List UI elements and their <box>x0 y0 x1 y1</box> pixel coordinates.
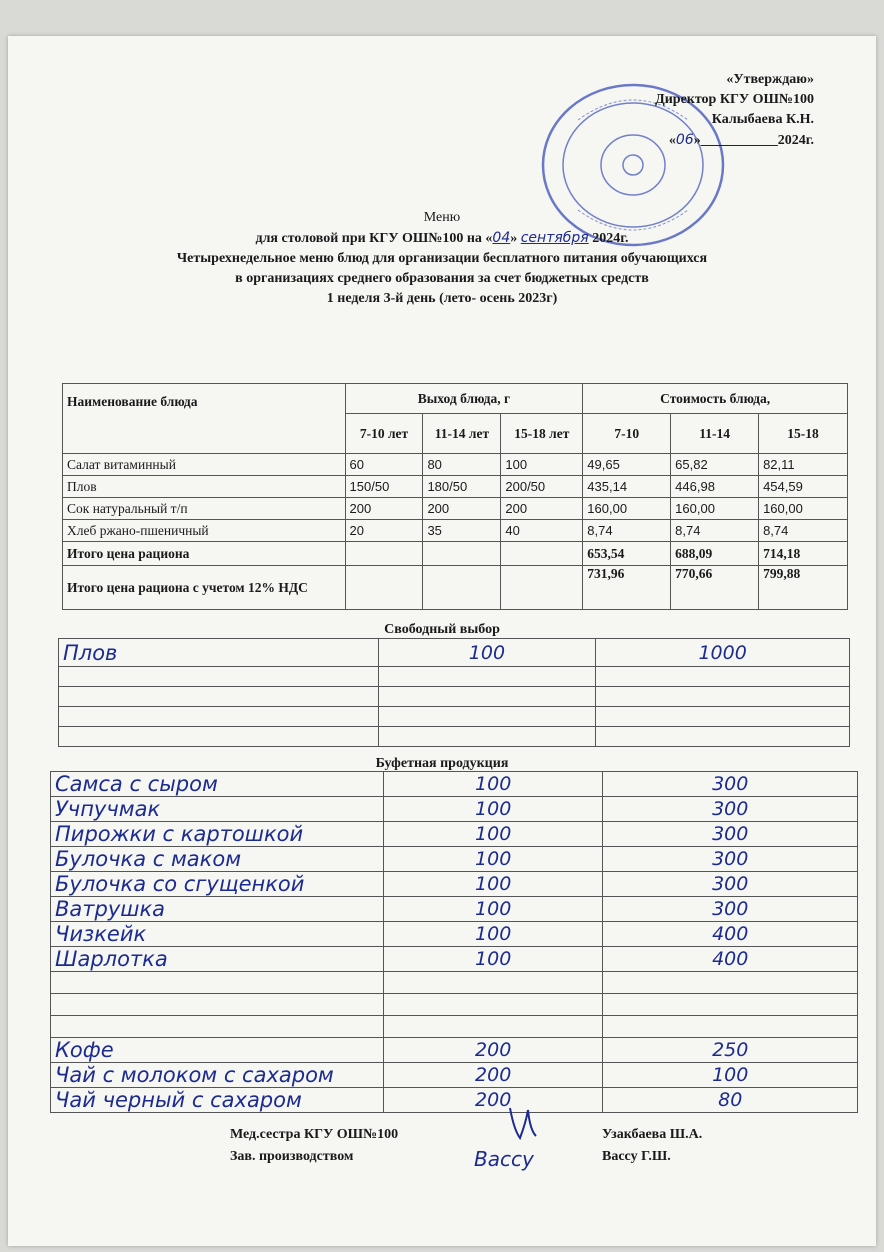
total-11-14: 688,09 <box>671 542 759 566</box>
buffet-item-weight: 100 <box>383 922 603 947</box>
table-row <box>59 687 850 707</box>
date-prefix: для столовой при КГУ ОШ№100 на « <box>255 231 493 246</box>
handwritten-signature-icon <box>470 1100 570 1180</box>
buffet-item-price: 80 <box>603 1088 858 1113</box>
table-row <box>51 1038 858 1063</box>
buffet-item-name: Пирожки с картошкой <box>51 822 384 847</box>
menu-title: Меню <box>423 210 461 225</box>
out-11-14: 200 <box>423 498 501 520</box>
buffet-item-weight: 200 <box>383 1088 603 1113</box>
dish-name: Сок натуральный т/п <box>63 498 346 520</box>
buffet-item-name: Кофе <box>51 1038 384 1063</box>
buffet-item-weight: 100 <box>383 947 603 972</box>
buffet-item-name: Чай с молоком с сахаром <box>51 1063 384 1088</box>
table-row <box>51 922 858 947</box>
out-11-14: 35 <box>423 520 501 542</box>
buffet-item-price: 300 <box>603 772 858 797</box>
cost-15-18: 160,00 <box>759 498 848 520</box>
table-row <box>51 797 858 822</box>
total-vat-label: Итого цена рациона с учетом 12% НДС <box>63 566 346 610</box>
approval-date: «06»___________2024г. <box>668 132 814 148</box>
cost-11-14: 8,74 <box>671 520 759 542</box>
dish-name: Хлеб ржано-пшеничный <box>63 520 346 542</box>
col-output: Выход блюда, г <box>345 384 583 414</box>
buffet-item-name: Чай черный с сахаром <box>51 1088 384 1113</box>
table-row <box>51 1063 858 1088</box>
free-item-price: 1000 <box>596 639 850 667</box>
free-choice-title: Свободный выбор <box>384 622 500 637</box>
out-15-18: 200 <box>501 498 583 520</box>
age-out-7-10: 7-10 лет <box>345 414 423 454</box>
buffet-item-price: 250 <box>603 1038 858 1063</box>
approval-day: 06 <box>675 132 694 148</box>
total-7-10: 653,54 <box>583 542 671 566</box>
out-15-18: 40 <box>501 520 583 542</box>
total-vat-11-14: 770,66 <box>671 566 759 610</box>
buffet-item-price: 400 <box>603 947 858 972</box>
table-row <box>51 972 858 994</box>
buffet-item-price: 100 <box>603 1063 858 1088</box>
approval-year: 2024г. <box>777 133 814 148</box>
table-row <box>51 872 858 897</box>
total-vat-row <box>63 566 848 610</box>
table-row <box>51 994 858 1016</box>
table-row <box>63 498 848 520</box>
buffet-item-name: Самса с сыром <box>51 772 384 797</box>
out-11-14: 180/50 <box>423 476 501 498</box>
age-cost-11-14: 11-14 <box>671 414 759 454</box>
free-choice-table <box>58 638 850 747</box>
buffet-item-price: 300 <box>603 872 858 897</box>
buffet-item-weight: 100 <box>383 847 603 872</box>
table-row <box>63 454 848 476</box>
table-row <box>51 772 858 797</box>
approval-line2: Директор КГУ ОШ№100 <box>655 92 814 107</box>
menu-subtitle-2: в организациях среднего образования за счет бюджетных средств <box>235 271 649 286</box>
buffet-table <box>50 771 858 1113</box>
buffet-item-name: Булочка с маком <box>51 847 384 872</box>
free-item-name: Плов <box>59 639 379 667</box>
cost-11-14: 65,82 <box>671 454 759 476</box>
buffet-item-weight: 100 <box>383 822 603 847</box>
approval-line3: Калыбаева К.Н. <box>711 112 814 127</box>
cost-15-18: 82,11 <box>759 454 848 476</box>
sig-right-2: Вассу Г.Ш. <box>602 1149 671 1164</box>
table-row <box>59 727 850 747</box>
total-row <box>63 542 848 566</box>
cost-7-10: 8,74 <box>583 520 671 542</box>
cost-15-18: 8,74 <box>759 520 848 542</box>
age-cost-7-10: 7-10 <box>583 414 671 454</box>
date-day: 04 <box>492 230 511 246</box>
date-year: 2024г. <box>592 231 629 246</box>
age-cost-15-18: 15-18 <box>759 414 848 454</box>
approval-line1: «Утверждаю» <box>726 72 814 87</box>
out-11-14: 80 <box>423 454 501 476</box>
sig-handwritten-name: Вассу <box>474 1147 534 1171</box>
buffet-item-price: 300 <box>603 897 858 922</box>
dish-name: Плов <box>63 476 346 498</box>
age-out-11-14: 11-14 лет <box>423 414 501 454</box>
signatures-right <box>602 1124 702 1168</box>
buffet-item-name: Ватрушка <box>51 897 384 922</box>
menu-header <box>0 208 884 309</box>
table-row <box>51 822 858 847</box>
date-month: сентября <box>520 230 589 246</box>
dish-name: Салат витаминный <box>63 454 346 476</box>
buffet-item-name: Булочка со сгущенкой <box>51 872 384 897</box>
sig-right-1: Узакбаева Ш.А. <box>602 1127 703 1142</box>
table-row <box>59 707 850 727</box>
table-row <box>51 847 858 872</box>
buffet-item-price: 300 <box>603 847 858 872</box>
out-7-10: 60 <box>345 454 423 476</box>
total-vat-15-18: 799,88 <box>759 566 848 610</box>
total-label: Итого цена рациона <box>63 542 346 566</box>
total-vat-7-10: 731,96 <box>583 566 671 610</box>
buffet-item-weight: 100 <box>383 772 603 797</box>
total-15-18: 714,18 <box>759 542 848 566</box>
col-dish-name: Наименование блюда <box>63 384 346 454</box>
signatures-left <box>230 1124 398 1168</box>
table-row <box>63 520 848 542</box>
free-item-weight: 100 <box>378 639 596 667</box>
buffet-item-weight: 100 <box>383 872 603 897</box>
table-row <box>51 897 858 922</box>
cost-11-14: 446,98 <box>671 476 759 498</box>
cost-7-10: 160,00 <box>583 498 671 520</box>
menu-subtitle-1: Четырехнедельное меню блюд для организации бесплатного питания обучающихся <box>176 251 708 266</box>
out-7-10: 20 <box>345 520 423 542</box>
buffet-item-name: Учпучмак <box>51 797 384 822</box>
out-7-10: 150/50 <box>345 476 423 498</box>
buffet-item-weight: 100 <box>383 897 603 922</box>
menu-table <box>62 383 848 610</box>
buffet-item-weight: 200 <box>383 1063 603 1088</box>
out-7-10: 200 <box>345 498 423 520</box>
buffet-item-name: Шарлотка <box>51 947 384 972</box>
approval-block <box>655 70 814 151</box>
age-out-15-18: 15-18 лет <box>501 414 583 454</box>
buffet-item-weight: 200 <box>383 1038 603 1063</box>
sig-left-1: Мед.сестра КГУ ОШ№100 <box>230 1127 399 1142</box>
buffet-item-name: Чизкейк <box>51 922 384 947</box>
menu-subtitle-3: 1 неделя 3-й день (лето- осень 2023г) <box>326 291 558 306</box>
table-row <box>51 947 858 972</box>
menu-date-line: для столовой при КГУ ОШ№100 на «04» сентября 2024г. <box>255 230 629 246</box>
sig-left-2: Зав. производством <box>230 1149 354 1164</box>
cost-11-14: 160,00 <box>671 498 759 520</box>
table-row <box>51 1016 858 1038</box>
buffet-item-price: 300 <box>603 797 858 822</box>
buffet-item-price: 300 <box>603 822 858 847</box>
table-row <box>59 639 850 667</box>
cost-15-18: 454,59 <box>759 476 848 498</box>
out-15-18: 200/50 <box>501 476 583 498</box>
cost-7-10: 49,65 <box>583 454 671 476</box>
buffet-item-weight: 100 <box>383 797 603 822</box>
buffet-item-price: 400 <box>603 922 858 947</box>
out-15-18: 100 <box>501 454 583 476</box>
table-row <box>63 476 848 498</box>
table-row <box>59 667 850 687</box>
table-row <box>51 1088 858 1113</box>
cost-7-10: 435,14 <box>583 476 671 498</box>
buffet-title: Буфетная продукция <box>375 756 509 771</box>
col-cost: Стоимость блюда, <box>583 384 848 414</box>
